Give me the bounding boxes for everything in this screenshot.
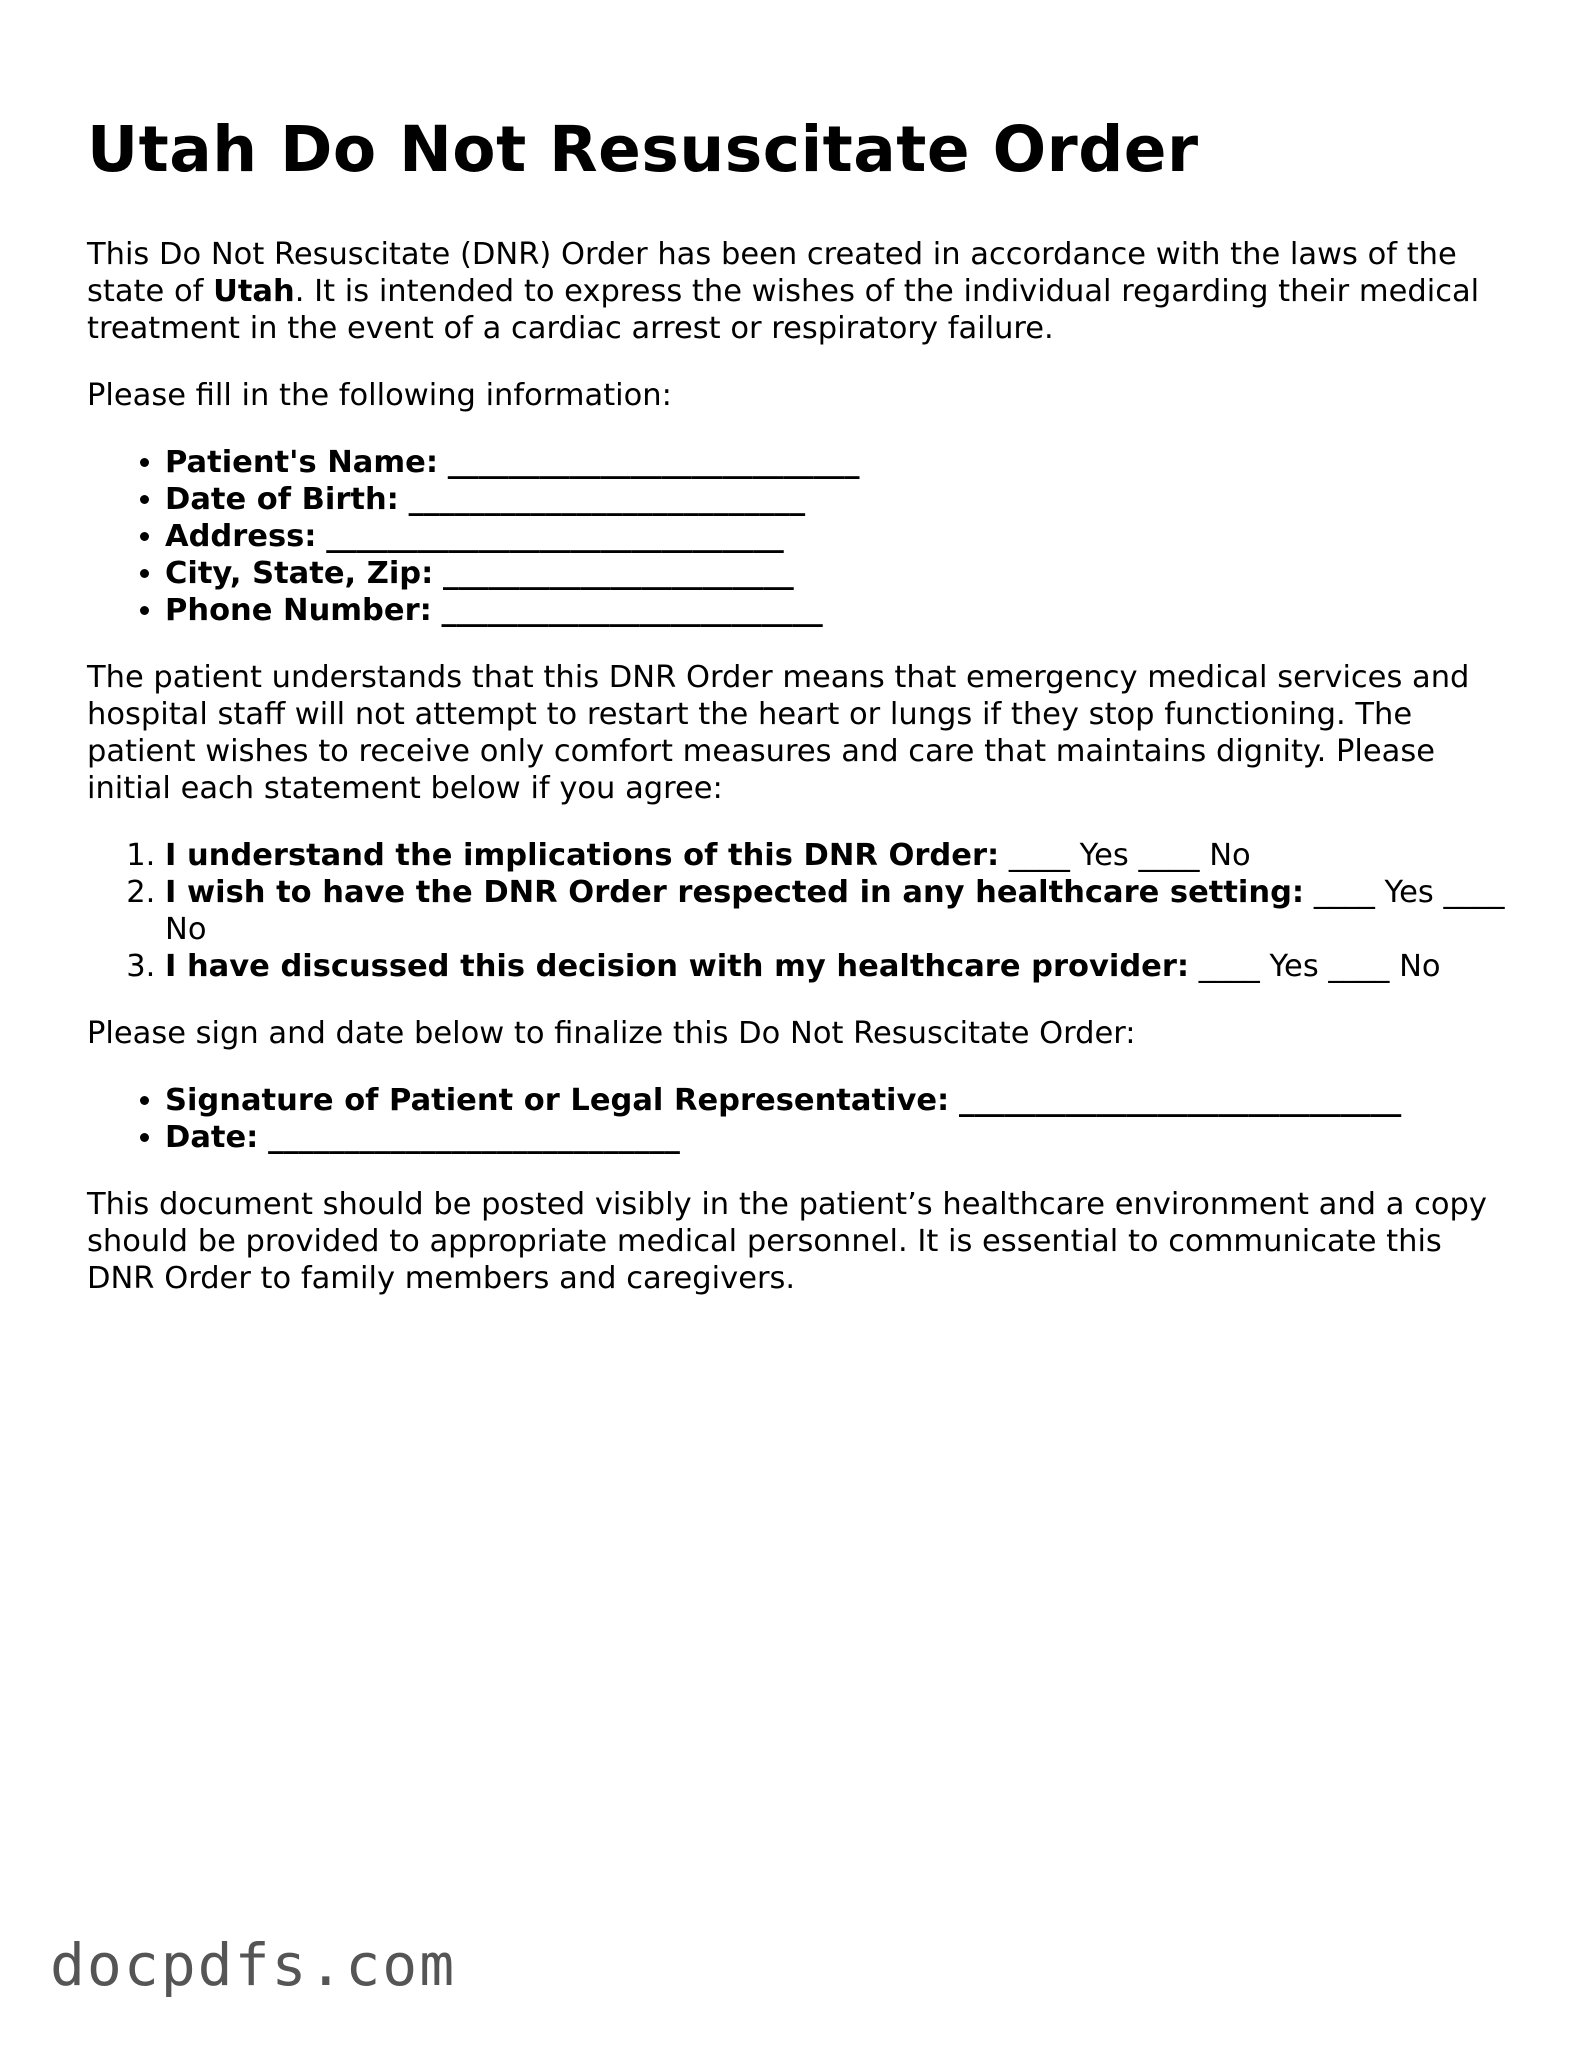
info-field-address[interactable]: • Address: ______________________________ xyxy=(165,518,1517,555)
fill-prompt: Please fill in the following information: xyxy=(87,378,672,413)
yes-no-options[interactable]: ____ Yes ____ No xyxy=(999,838,1251,873)
document-title: Utah Do Not Resuscitate Order xyxy=(87,113,1199,186)
yes-no-options[interactable]: ____ Yes ____ No xyxy=(165,875,1505,947)
intro-text-before: This Do Not Resuscitate (DNR) Order has been created in accordance with the laws of the state of xyxy=(87,237,1457,309)
sign-field-date[interactable]: • Date: ___________________________ xyxy=(165,1119,1517,1156)
statement-list xyxy=(87,837,1517,985)
field-blank[interactable]: _____________________________ xyxy=(958,1083,1402,1118)
statement-item[interactable]: 2. I wish to have the DNR Order respected in any healthcare setting: ____ Yes ____ No xyxy=(165,874,1517,948)
info-field-list xyxy=(87,444,1517,629)
info-field-phone-number[interactable]: • Phone Number: _________________________ xyxy=(165,592,1517,629)
field-blank[interactable]: __________________________ xyxy=(408,482,806,517)
statement-item[interactable]: 3. I have discussed this decision with my healthcare provider: ____ Yes ____ No xyxy=(165,948,1517,985)
info-field-patient-name[interactable]: • Patient's Name: ___________________________ xyxy=(165,444,1517,481)
intro-state: Utah xyxy=(213,274,295,309)
intro-paragraph xyxy=(87,236,1517,347)
watermark: docpdfs.com xyxy=(50,1931,457,1999)
field-blank[interactable]: ______________________________ xyxy=(326,519,784,554)
field-blank[interactable]: ___________________________ xyxy=(268,1120,680,1155)
sign-field-list xyxy=(87,1082,1517,1156)
intro-text-after: . It is intended to express the wishes of the individual regarding their medical treatment in the event of a cardiac arrest or respiratory failure. xyxy=(87,274,1480,346)
field-blank[interactable]: _________________________ xyxy=(441,593,823,628)
document-page xyxy=(87,108,1517,1297)
info-field-date-of-birth[interactable]: • Date of Birth: __________________________ xyxy=(165,481,1517,518)
closing-paragraph: This document should be posted visibly in the patient’s healthcare environment and a copy should be provided to appropriate medical personnel. It is essential to communicate this DNR Order to family members and caregivers. xyxy=(87,1187,1487,1296)
sign-prompt: Please sign and date below to finalize this Do Not Resuscitate Order: xyxy=(87,1016,1136,1051)
field-blank[interactable]: ___________________________ xyxy=(447,445,860,480)
sign-field-signature[interactable]: • Signature of Patient or Legal Representative: _____________________________ xyxy=(165,1082,1517,1119)
understanding-paragraph: The patient understands that this DNR Order means that emergency medical services and hospital staff will not attempt to restart the heart or lungs if they stop functioning. The patient wishes to receive only comfort measures and care that maintains dignity. Please initial each statement below if you agree: xyxy=(87,660,1470,806)
yes-no-options[interactable]: ____ Yes ____ No xyxy=(1189,949,1441,984)
field-blank[interactable]: _______________________ xyxy=(443,556,794,591)
statement-item[interactable]: 1. I understand the implications of this DNR Order: ____ Yes ____ No xyxy=(165,837,1517,874)
info-field-city-state-zip[interactable]: • City, State, Zip: _______________________ xyxy=(165,555,1517,592)
